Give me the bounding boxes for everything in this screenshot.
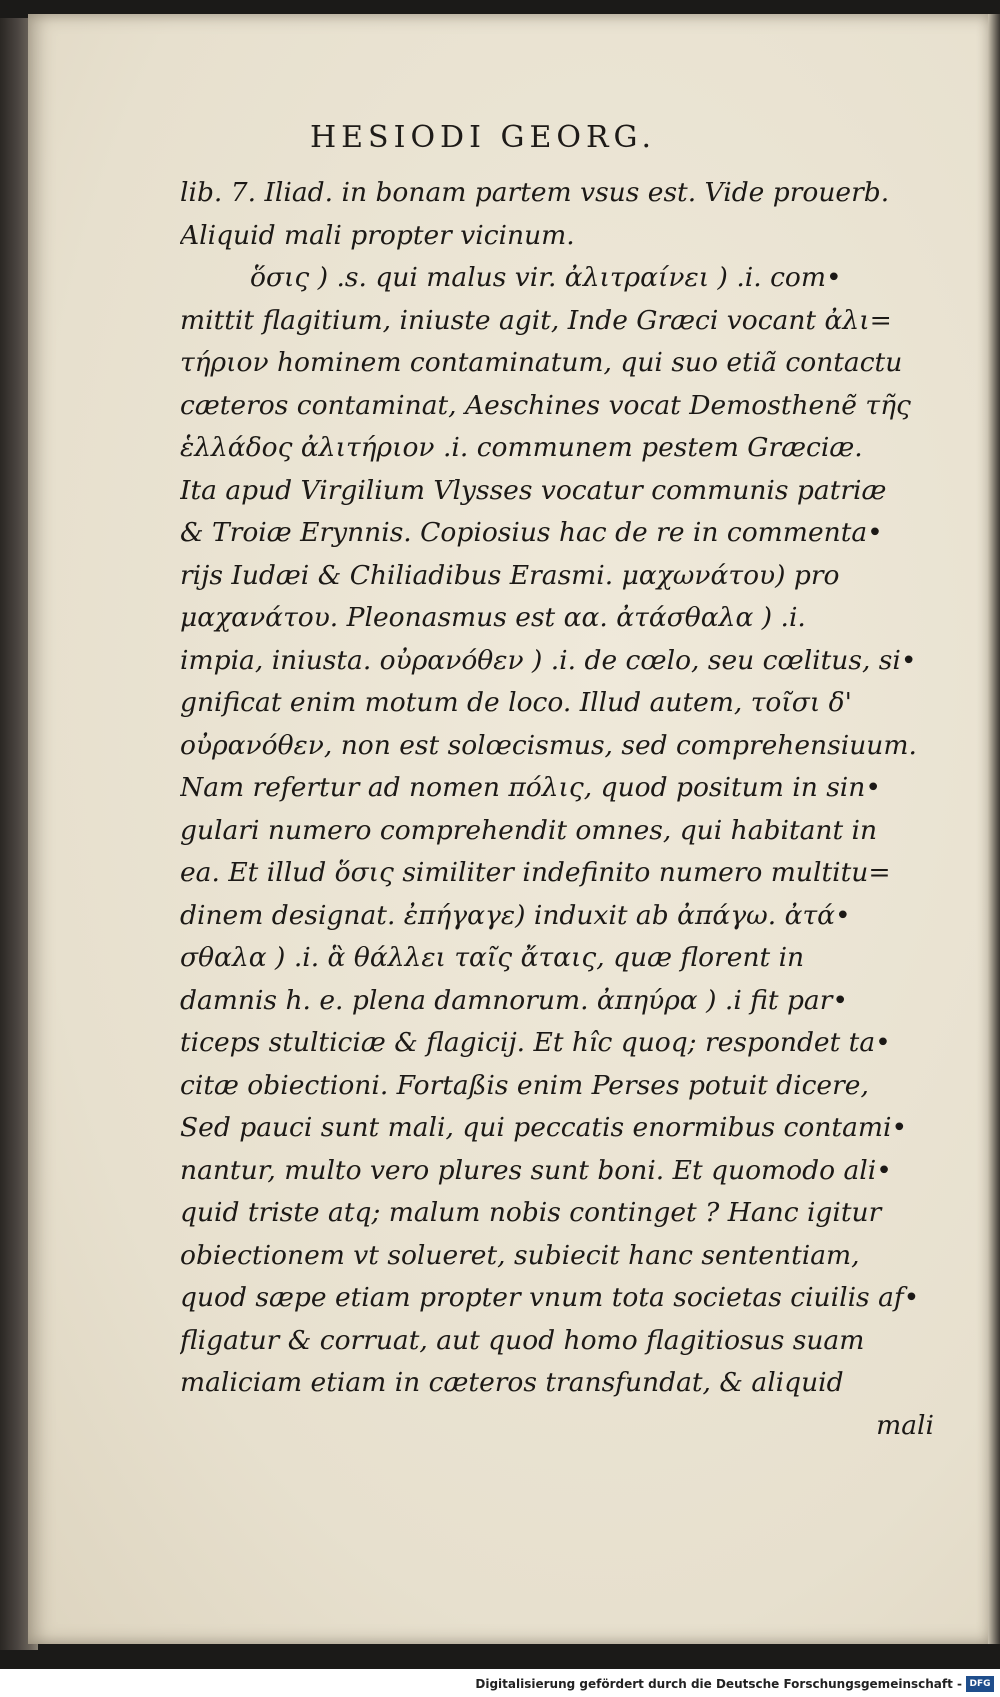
text-line: οὐρανόθεν, non est solœcismus, sed comprehensiuum. xyxy=(180,729,917,761)
text-line: σθαλα ) .i. ἃ θάλλει ταῖς ἄταις, quæ florent in xyxy=(180,942,805,973)
text-line: damnis h. e. plena damnorum. ἀπηύρα ) .i fit par• xyxy=(180,984,849,1016)
text-line: Nam refertur ad nomen πόλις, quod positum in sin• xyxy=(180,772,881,803)
text-line: ἑλλάδος ἀλιτήριον .i. communem pestem Græciæ. xyxy=(180,432,863,463)
text-line: impia, iniusta. οὐρανόθεν ) .i. de cœlo, seu cœlitus, si• xyxy=(180,644,917,676)
text-line: maliciam etiam in cæteros transfundat, & aliquid xyxy=(180,1367,844,1398)
text-line: fligatur & corruat, aut quod homo flagitiosus suam xyxy=(180,1324,865,1356)
text-line: ὅσις ) .s. qui malus vir. ἀλιτραίνει ) .i. com• xyxy=(250,262,842,293)
body-text xyxy=(180,172,940,1447)
text-line: gulari numero comprehendit omnes, qui habitant in xyxy=(180,814,878,846)
text-line: ticeps stulticiæ & flagicij. Et hîc quoq; respondet ta• xyxy=(180,1027,891,1058)
text-line: rijs Iudæi & Chiliadibus Erasmi. μαχωνάτου) pro xyxy=(180,559,840,591)
text-line: citæ obiectioni. Fortaßis enim Perses potuit dicere, xyxy=(180,1069,869,1101)
text-line: lib. 7. Iliad. in bonam partem vsus est. Vide prouerb. xyxy=(180,177,890,208)
text-line: & Troiæ Erynnis. Copiosius hac de re in commenta• xyxy=(180,517,883,548)
footer-bar xyxy=(0,1669,1000,1697)
catchword: mali xyxy=(876,1409,934,1441)
text-line: cæteros contaminat, Aeschines vocat Demosthenẽ τῆς xyxy=(180,389,911,421)
text-line: quod sæpe etiam propter vnum tota societas ciuilis af• xyxy=(180,1282,920,1313)
dfg-logo: DFG xyxy=(966,1676,994,1692)
text-line: ea. Et illud ὅσις similiter indefinito numero multitu= xyxy=(180,857,891,888)
text-line: gnificat enim motum de loco. Illud autem, τοῖσι δ' xyxy=(180,687,852,718)
text-line: dinem designat. ἐπήγαγε) induxit ab ἀπάγω. ἀτά• xyxy=(180,899,851,931)
text-line: τήριον hominem contaminatum, qui suo etiã contactu xyxy=(180,347,903,378)
digitization-credit: Digitalisierung gefördert durch die Deutsche Forschungsgemeinschaft - xyxy=(475,1677,962,1691)
text-line: Ita apud Virgilium Vlysses vocatur communis patriæ xyxy=(180,474,887,506)
text-line: μαχανάτου. Pleonasmus est αα. ἀτάσθαλα ) .i. xyxy=(180,602,806,633)
running-head: HESIODI GEORG. xyxy=(310,120,656,155)
text-line: quid triste atq; malum nobis continget ? Hanc igitur xyxy=(180,1197,882,1228)
text-line: mittit flagitium, iniuste agit, Inde Græci vocant ἀλι= xyxy=(180,304,892,336)
text-line: obiectionem vt solueret, subiecit hanc sententiam, xyxy=(180,1239,860,1271)
page-edge xyxy=(988,14,1000,1644)
text-line: Sed pauci sunt mali, qui peccatis enormibus contami• xyxy=(180,1112,908,1143)
text-line: Aliquid mali propter vicinum. xyxy=(180,219,575,251)
text-line: nantur, multo vero plures sunt boni. Et quomodo ali• xyxy=(180,1154,892,1186)
